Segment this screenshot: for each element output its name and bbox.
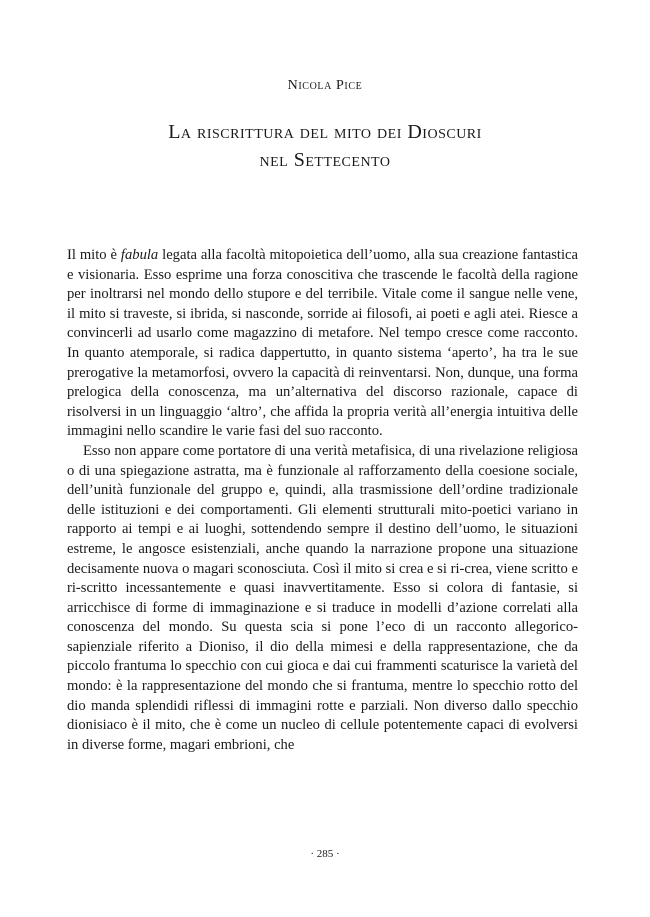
chapter-title-line-2: nel Settecento — [259, 149, 391, 171]
paragraph-1-rest: legata alla facoltà mitopoietica dell’uomo, alla sua creazione fantastica e visionaria. Esso esprime una forza conoscitiva che trascende le facoltà della ragione per inoltrarsi nel mondo dello stupore e del terribile. Vitale come il sangue nelle vene, il mito si traveste, si ibrida, si nasconde, sorride ai filosofi, ai poeti e agli atei. Riesce a convincerli ad usarlo come magazzino di metafore. Nel tempo cresce come racconto. In quanto atemporale, si radica dappertutto, in quanto sistema ‘aperto’, ha tra le sue prerogative la metamorfosi, ovvero la capacità di reinventarsi. Non, dunque, una forma prelogica della conoscenza, ma un’alternativa del discorso razionale, capace di risolversi in un linguaggio ‘altro’, che affida la propria verità all’energia intuitiva delle immagini nello scandire le varie fasi del suo racconto. — [67, 247, 578, 440]
paragraph-1 — [67, 246, 578, 442]
paragraph-1-start: Il mito è — [67, 247, 121, 263]
chapter-title-line-1: La riscrittura del mito dei Dioscuri — [168, 121, 482, 143]
body-text — [67, 246, 578, 755]
chapter-title — [0, 118, 650, 174]
page-number: · 285 · — [310, 848, 340, 860]
paragraph-2: Esso non appare come portatore di una verità metafisica, di una rivelazione religiosa o di una spiegazione astratta, ma è funzionale al rafforzamento della coesione sociale, dell’unità funzionale del gruppo e, quindi, alla trasmissione dell’ordine tradizionale delle istituzioni e dei comportamenti. Gli elementi strutturali mito-poetici variano in rapporto ai tempi e ai luoghi, sottendendo sempre il destino dell’uomo, le situazioni estreme, le angosce esistenziali, anche quando la narrazione propone una situazione decisamente nuova o magari sconosciuta. Così il mito si crea e si ri-crea, viene scritto e ri-scritto incessantemente e quasi inavvertitamente. Esso si colora di fantasie, si arricchisce di forme di immaginazione e si traduce in modelli d’azione correlati alla conoscenza del mondo. Su questa scia si pone l’eco di un racconto allegorico-sapienziale riferito a Dioniso, il dio della mimesi e della rappresentazione, che da piccolo frantuma lo specchio con cui gioca e dai cui frammenti scaturisce la varietà del mondo: è la rappresentazione del mondo che si frantuma, mentre lo specchio rotto del dio manda splendidi riflessi di immagini rotte e parziali. Non diverso dallo specchio dionisiaco è il mito, che è come un nucleo di cellule potentemente capaci di evolversi in diverse forme, magari embrioni, che — [67, 442, 578, 753]
author-name: Nicola Pice — [287, 78, 363, 93]
italic-term: fabula — [120, 247, 159, 263]
